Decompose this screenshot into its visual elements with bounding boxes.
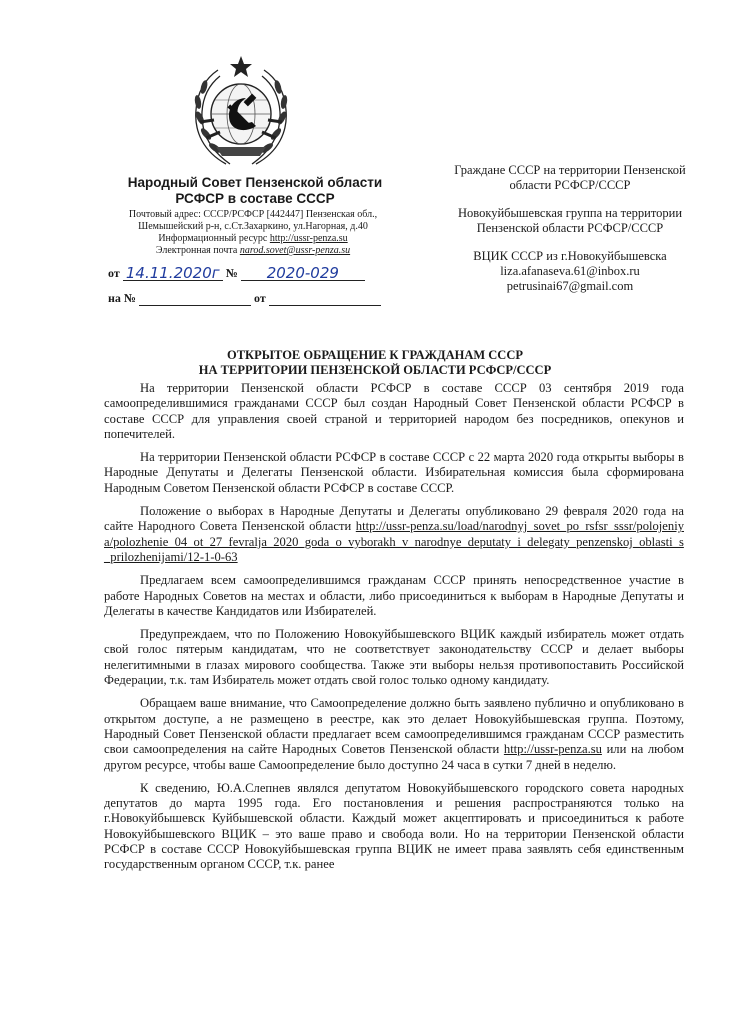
paragraph-6-text2: или на любом другом ресурсе, чтобы ваше Самоопределение было доступно 24 часа в сутки 7 дней в неделю. — [104, 742, 685, 772]
org-contact-block — [88, 209, 418, 257]
document-body — [104, 381, 684, 881]
addressee-1-line2: области РСФСР/СССР — [509, 178, 631, 192]
paragraph-7: К сведению, Ю.А.Слепнев являлся депутатом Новокуйбышевского городского совета народных депутатов до марта 1995 года. Его постановления и решения распространяются только на г.Новокуйбышевск Куйбышевской области. Каждый может акцептировать и присоединиться к работе Новокуйбышевского ВЦИК – это ваше право и свобода воли. Но на территории Пензенской области РСФСР в составе СССР Новокуйбышевская группа ВЦИК не имеет права заявлять себя единственным государственным органом СССР, т.к. ранее — [104, 780, 684, 872]
postal-address-line2: Шемышейский р-н, с.Ст.Захаркино, ул.Нагорная, д.40 — [138, 221, 368, 232]
outgoing-reference — [108, 266, 365, 281]
info-resource-link[interactable]: http://ussr-penza.su — [269, 233, 348, 244]
info-resource — [88, 233, 418, 245]
addressee-3-line1: ВЦИК СССР из г.Новокуйбышевска — [473, 249, 667, 263]
paragraph-3-text: Положение о выборах в Народные Депутаты и Делегаты опубликовано 29 февраля 2020 года на сайте Народного Совета Пензенской области — [104, 504, 684, 534]
paragraph-6 — [104, 696, 684, 772]
email-line — [88, 245, 418, 257]
reply-number-prefix: на № — [108, 291, 136, 305]
reply-date-blank — [269, 293, 381, 306]
date-prefix: от — [108, 266, 120, 280]
title-line1: ОТКРЫТОЕ ОБРАЩЕНИЕ К ГРАЖДАНАМ СССР — [227, 348, 523, 362]
title-line2: НА ТЕРРИТОРИИ ПЕНЗЕНСКОЙ ОБЛАСТИ РСФСР/СССР — [198, 363, 552, 377]
incoming-reference — [108, 291, 381, 306]
addressee-3 — [430, 249, 710, 294]
addressee-2-line2: Пензенской области РСФСР/СССР — [476, 221, 664, 235]
org-name-line1: Народный Совет Пензенской области — [127, 175, 383, 190]
addressee-email-2[interactable]: petrusinai67@gmail.com — [506, 279, 634, 293]
reply-number-blank — [139, 293, 251, 306]
number-prefix: № — [225, 266, 238, 280]
paragraph-1: На территории Пензенской области РСФСР в составе СССР 03 сентября 2019 года самоопределившимися гражданами СССР был создан Народный Совет Пензенской области РСФСР в составе СССР для управления своей страной и территорией народом без посредников, опекунов и попечителей. — [104, 381, 684, 441]
org-name-line2: РСФСР в составе СССР — [175, 191, 335, 206]
paragraph-2: На территории Пензенской области РСФСР в составе СССР с 22 марта 2020 года открыты выборы в Народные Депутаты и Делегаты Пензенской области. Избирательная комиссия была сформирована Народным Советом Пензенской области РСФСР в составе СССР. — [104, 450, 684, 495]
document-title — [120, 348, 630, 378]
addressee-2-line1: Новокуйбышевская группа на территории — [457, 206, 683, 220]
addressee-email-1[interactable]: liza.afanaseva.61@inbox.ru — [500, 264, 640, 278]
paragraph-6-text1: Обращаем ваше внимание, что Самоопределение должно быть заявлено публично и опубликовано в открытом доступе, а не размещено в реестре, как это делает Новокуйбышевская группа. Поэтому, Народный Совет Пензенской области предлагает всем самоопределившимся гражданам СССР разместить свои самоопределения на сайте Народных Советов Пензенской области — [104, 696, 684, 757]
paragraph-5: Предупреждаем, что по Положению Новокуйбышевского ВЦИК каждый избиратель может отдать свой голос пятерым кандидатам, что не соответствует законодательству СССР и делает выборы нелегитимными в глазах мирового сообщества. Также эти выборы нельзя противопоставить Российской Федерации, т.к. там Избиратель может отдать свой голос только одному кандидату. — [104, 627, 684, 688]
email-label: Электронная почта — [155, 245, 238, 256]
org-name — [100, 175, 410, 207]
site-link[interactable]: http://ussr-penza.su — [503, 742, 602, 757]
addressee-2 — [430, 206, 710, 236]
handwritten-date: 14.11.2020г — [123, 266, 223, 281]
handwritten-number: 2020-029 — [241, 266, 365, 281]
paragraph-4: Предлагаем всем самоопределившимся гражданам СССР принять непосредственное участие в работе Народных Советов на местах и области, либо присоединиться к выборам в Народные Депутаты и Делегаты в качестве Кандидатов или Избирателей. — [104, 573, 684, 618]
info-resource-label: Информационный ресурс — [158, 233, 268, 244]
ussr-emblem-icon — [186, 52, 296, 172]
addressee-1-line1: Граждане СССР на территории Пензенской — [454, 163, 686, 177]
email-link[interactable]: narod.sovet@ussr-penza.su — [239, 245, 351, 256]
paragraph-3 — [104, 504, 684, 565]
reply-from-prefix: от — [253, 291, 266, 305]
addressee-block — [430, 163, 710, 294]
addressee-1 — [430, 163, 710, 193]
postal-address-line1: Почтовый адрес: СССР/РСФСР [442447] Пензенская обл., — [128, 209, 378, 220]
regulation-link[interactable]: http://ussr-penza.su/load/narodnyj_sovet_po_rsfsr_sssr/polojeniya/polozhenie_04_ot_27_fevralja_2020_goda_o_vyborakh_v_narodnye_deputaty_i_delegaty_penzenskoj_oblasti_s_prilozhenijami/12-1-0-63 — [104, 519, 684, 564]
